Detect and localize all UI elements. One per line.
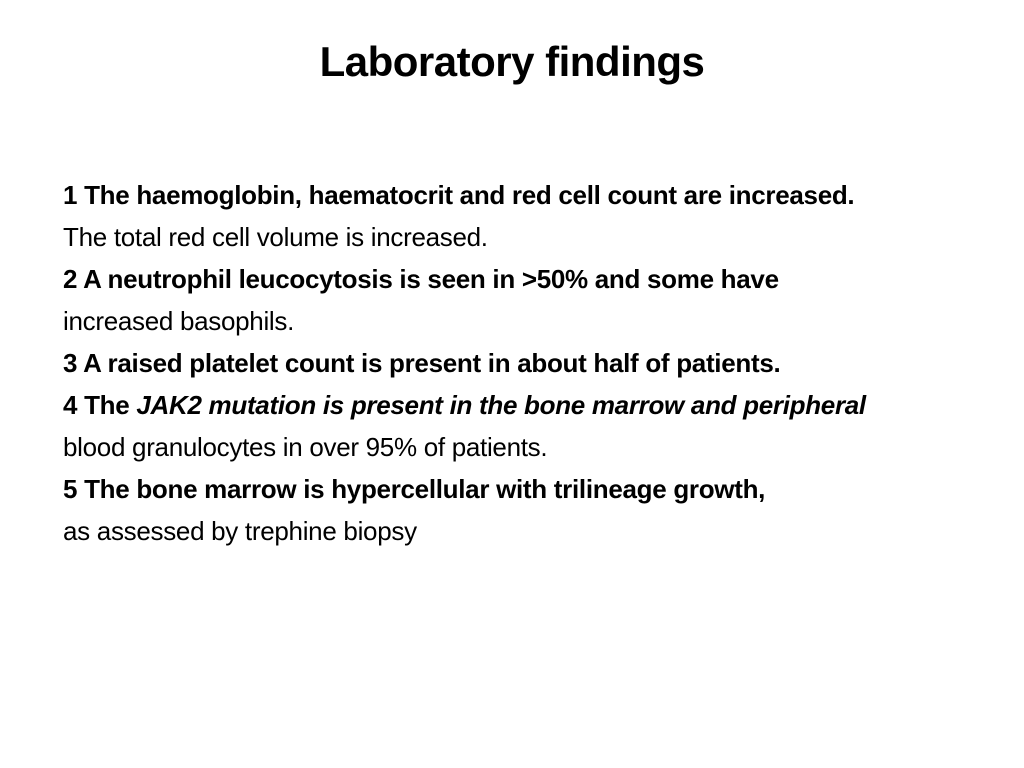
slide-content	[63, 180, 963, 546]
finding-4-heading	[63, 390, 963, 420]
finding-4-italic: JAK2 mutation is present in the bone marrow and peripheral	[136, 390, 866, 420]
finding-4-prefix: 4 The	[63, 390, 137, 420]
slide-title: Laboratory findings	[319, 38, 705, 85]
finding-4-detail: blood granulocytes in over 95% of patients.	[63, 432, 548, 462]
finding-1-heading: 1 The haemoglobin, haematocrit and red cell count are increased.	[63, 180, 855, 210]
finding-1-detail: The total red cell volume is increased.	[63, 222, 488, 252]
finding-2-detail: increased basophils.	[63, 306, 295, 336]
finding-3-heading: 3 A raised platelet count is present in about half of patients.	[63, 348, 781, 378]
finding-2-heading: 2 A neutrophil leucocytosis is seen in >50% and some have	[63, 264, 779, 294]
finding-5-heading: 5 The bone marrow is hypercellular with trilineage growth,	[63, 474, 766, 504]
finding-5-detail: as assessed by trephine biopsy	[63, 516, 417, 546]
